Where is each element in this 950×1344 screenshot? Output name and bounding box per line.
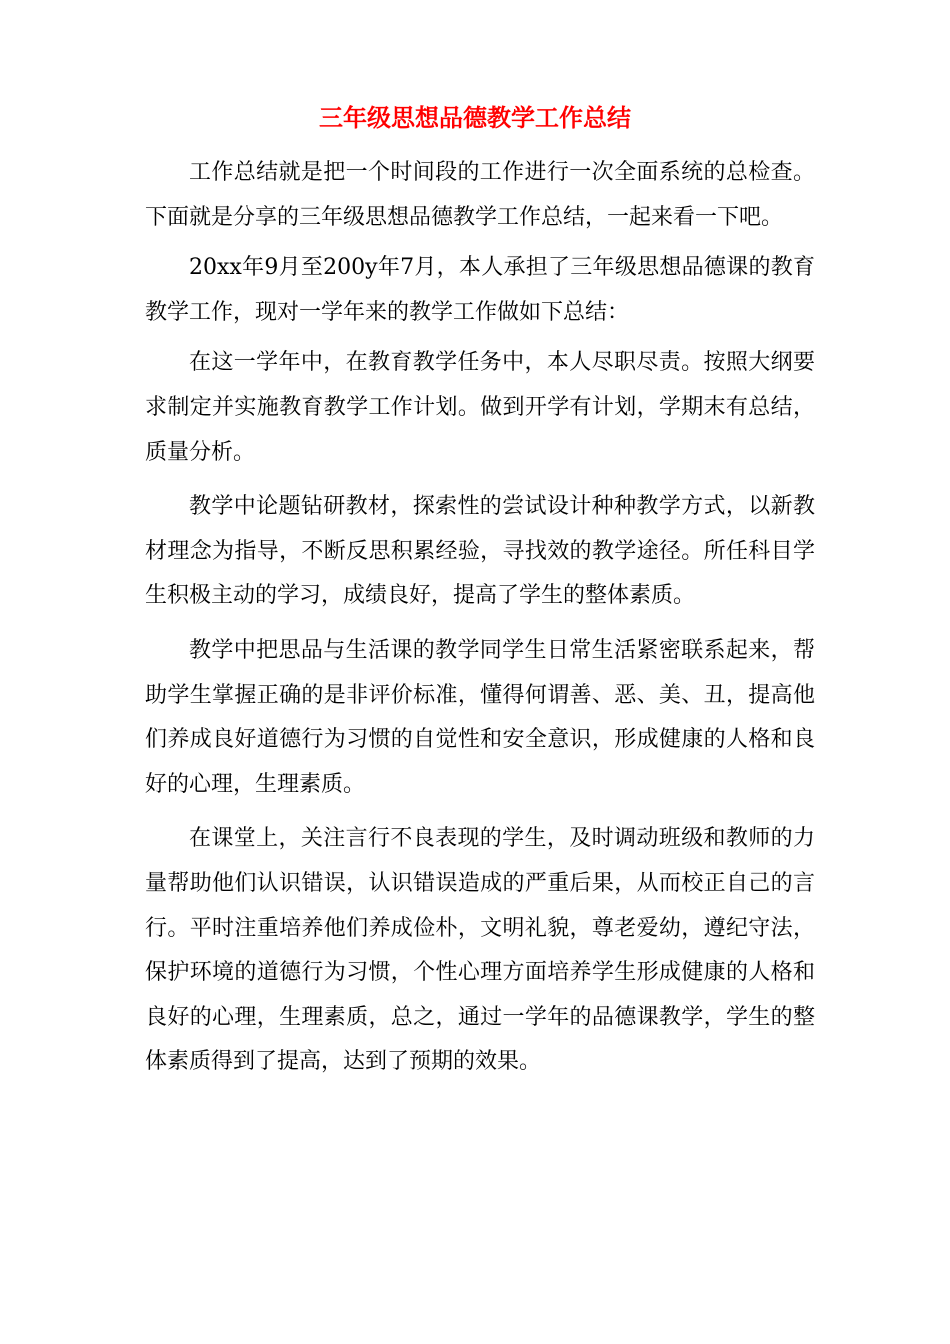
paragraph-teaching-methods: 教学中论题钻研教材，探索性的尝试设计种种教学方式，以新教材理念为指导，不断反思积累经验，寻找效的教学途径。所任科目学生积极主动的学习，成绩良好，提高了学生的整体素质。 — [145, 494, 815, 609]
paragraph-life-connection: 教学中把思品与生活课的教学同学生日常生活紧密联系起来，帮助学生掌握正确的是非评价标准，懂得何谓善、恶、美、丑，提高他们养成良好道德行为习惯的自觉性和安全意识，形成健康的人格和良好的心理，生理素质。 — [145, 637, 815, 797]
document-title: 三年级思想品德教学工作总结 — [319, 103, 631, 132]
paragraph-duties: 在这一学年中，在教育教学任务中，本人尽职尽责。按照大纲要求制定并实施教育教学工作计划。做到开学有计划，学期末有总结，质量分析。 — [145, 350, 815, 465]
document-body — [145, 151, 815, 1091]
paragraph-classroom: 在课堂上，关注言行不良表现的学生，及时调动班级和教师的力量帮助他们认识错误，认识错误造成的严重后果，从而校正自己的言行。平时注重培养他们养成俭朴，文明礼貌，尊老爱幼，遵纪守法，保护环境的道德行为习惯，个性心理方面培养学生形成健康的人格和良好的心理，生理素质，总之，通过一学年的品德课教学，学生的整体素质得到了提高，达到了预期的效果。 — [145, 826, 815, 1075]
paragraph-intro: 工作总结就是把一个时间段的工作进行一次全面系统的总检查。下面就是分享的三年级思想品德教学工作总结，一起来看一下吧。 — [145, 160, 815, 230]
paragraph-period: 20xx年9月至200y年7月，本人承担了三年级思想品德课的教育教学工作，现对一学年来的教学工作做如下总结： — [145, 255, 815, 325]
